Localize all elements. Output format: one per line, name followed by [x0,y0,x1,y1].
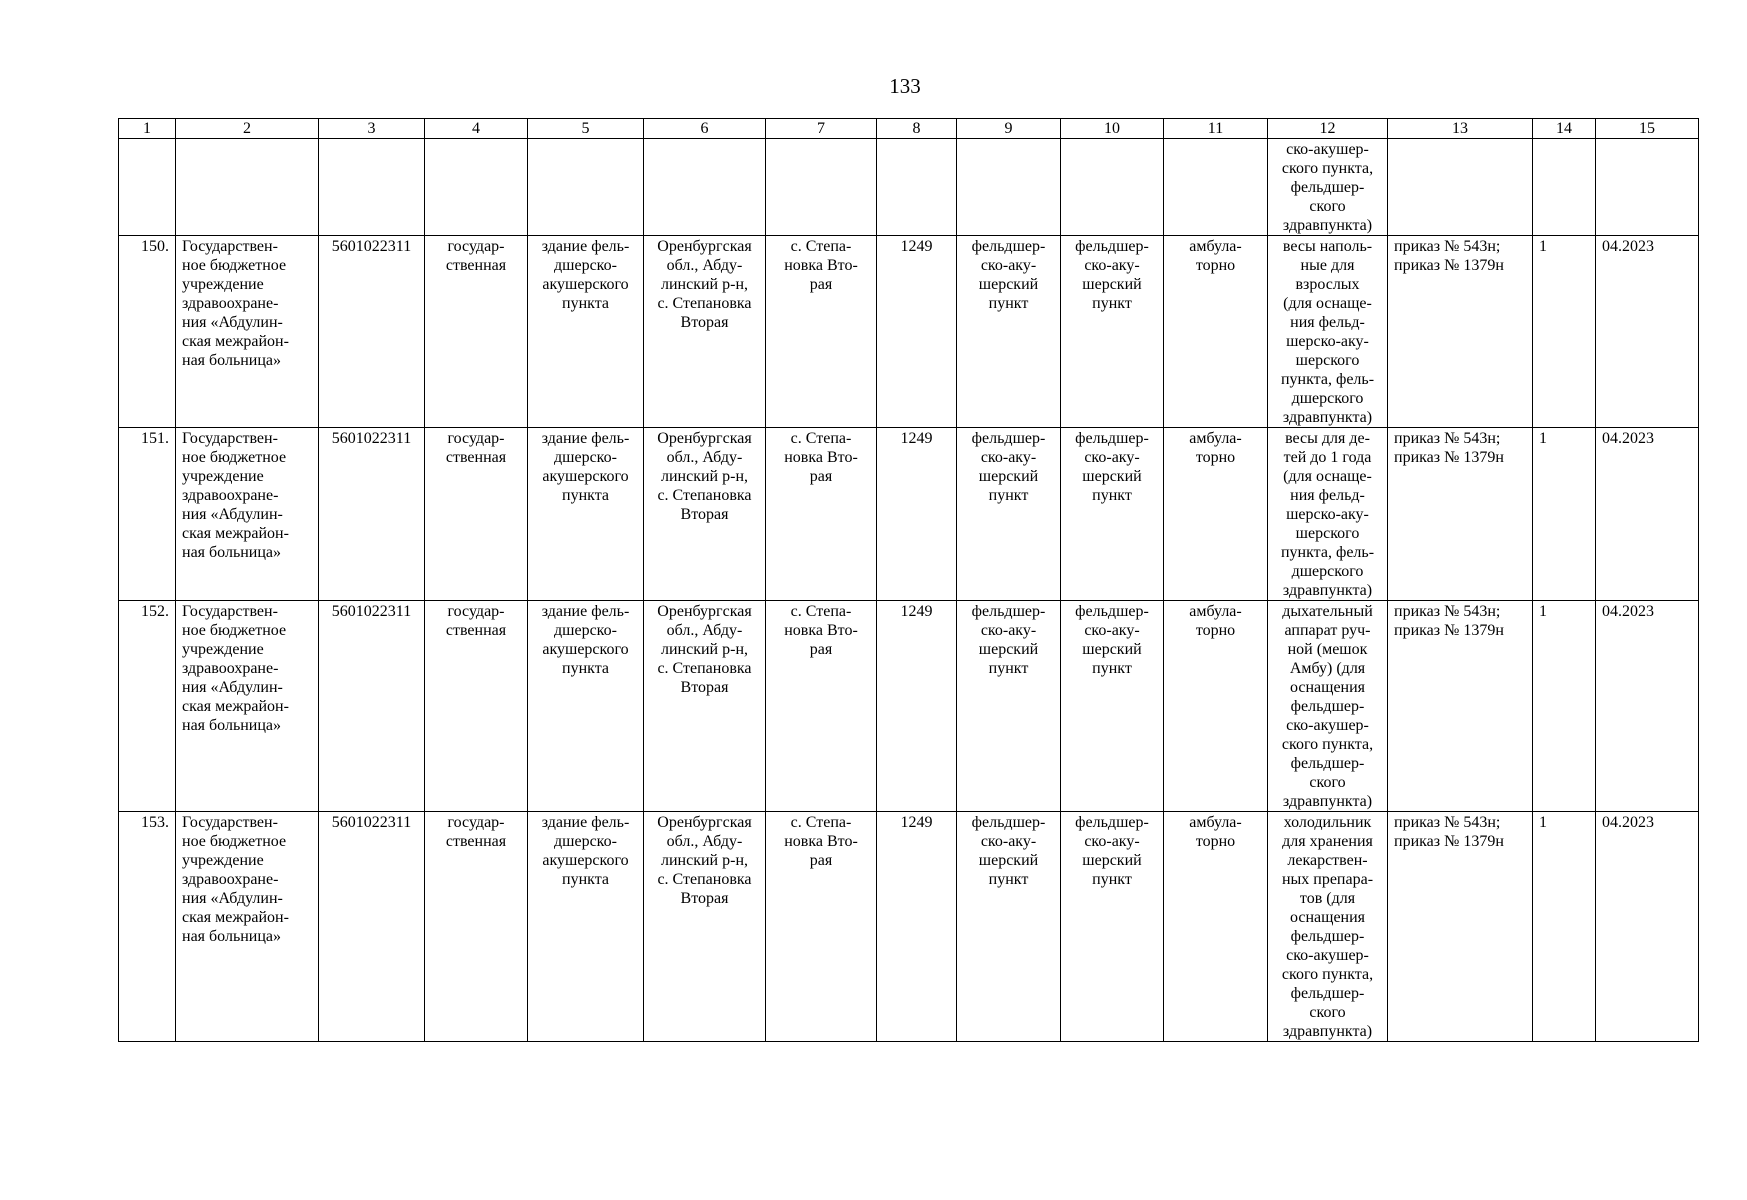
row-number-cell: 151. [119,428,176,601]
column-number-3: 3 [319,119,425,139]
organization-name-cell: Государствен- ное бюджетное учреждение здравоохране- ния «Абдулин- ская межрайон- ная больница» [176,601,319,812]
table-row [119,428,1699,601]
facility-type-cell: фельдшер- ско-аку- шерский пункт [957,428,1061,601]
subdivision-cell: фельдшер- ско-аку- шерский пункт [1061,428,1164,601]
care-condition-cell: амбула- торно [1164,236,1268,428]
care-condition-cell: амбула- торно [1164,601,1268,812]
building-cell: здание фель- дшерско- акушерского пункта [528,601,644,812]
population-cell: 1249 [877,812,957,1042]
order-reference-cell: приказ № 543н; приказ № 1379н [1388,601,1533,812]
order-reference-cell: приказ № 543н; приказ № 1379н [1388,812,1533,1042]
equipment-cell: весы для де- тей до 1 года (для оснаще- ния фельд- шерско-аку- шерского пункта, фель- дшерского здравпункта) [1268,428,1388,601]
column-number-8: 8 [877,119,957,139]
column-number-2: 2 [176,119,319,139]
ownership-form-cell: государ- ственная [425,236,528,428]
column-number-6: 6 [644,119,766,139]
column-number-10: 10 [1061,119,1164,139]
equipment-cell: дыхательный аппарат руч- ной (мешок Амбу) (для оснащения фельдшер- ско-акушер- ского пункта, фельдшер- ского здравпункта) [1268,601,1388,812]
column-number-9: 9 [957,119,1061,139]
inn-cell: 5601022311 [319,812,425,1042]
subdivision-cell: фельдшер- ско-аку- шерский пункт [1061,601,1164,812]
row-number-cell: 150. [119,236,176,428]
order-reference-cell: приказ № 543н; приказ № 1379н [1388,428,1533,601]
ownership-form-cell: государ- ственная [425,812,528,1042]
equipment-cell: весы наполь- ные для взрослых (для оснаще- ния фельд- шерско-аку- шерского пункта, фель- дшерского здравпункта) [1268,236,1388,428]
column-number-4: 4 [425,119,528,139]
quantity-cell: 1 [1533,428,1596,601]
population-cell: 1249 [877,236,957,428]
column-number-1: 1 [119,119,176,139]
continuation-row [119,139,1699,236]
column-number-row [119,119,1699,139]
equipment-cell: холодильник для хранения лекарствен- ных препара- тов (для оснащения фельдшер- ско-акушер- ского пункта, фельдшер- ского здравпункта) [1268,812,1388,1042]
table-row [119,601,1699,812]
row-number-cell: 152. [119,601,176,812]
facility-type-cell: фельдшер- ско-аку- шерский пункт [957,236,1061,428]
continuation-equipment-cell: ско-акушер- ского пункта, фельдшер- ского здравпункта) [1268,139,1388,236]
ownership-form-cell: государ- ственная [425,428,528,601]
order-reference-cell: приказ № 543н; приказ № 1379н [1388,236,1533,428]
facility-type-cell: фельдшер- ско-аку- шерский пункт [957,601,1061,812]
building-cell: здание фель- дшерско- акушерского пункта [528,428,644,601]
ownership-form-cell: государ- ственная [425,601,528,812]
inn-cell: 5601022311 [319,601,425,812]
address-cell: Оренбургская обл., Абду- линский р-н, с. Степановка Вторая [644,236,766,428]
facility-type-cell: фельдшер- ско-аку- шерский пункт [957,812,1061,1042]
population-cell: 1249 [877,428,957,601]
building-cell: здание фель- дшерско- акушерского пункта [528,812,644,1042]
organization-name-cell: Государствен- ное бюджетное учреждение здравоохране- ния «Абдулин- ская межрайон- ная больница» [176,428,319,601]
date-cell: 04.2023 [1596,428,1699,601]
subdivision-cell: фельдшер- ско-аку- шерский пункт [1061,812,1164,1042]
care-condition-cell: амбула- торно [1164,812,1268,1042]
subdivision-cell: фельдшер- ско-аку- шерский пункт [1061,236,1164,428]
address-cell: Оренбургская обл., Абду- линский р-н, с. Степановка Вторая [644,601,766,812]
population-cell: 1249 [877,601,957,812]
column-number-7: 7 [766,119,877,139]
column-number-15: 15 [1596,119,1699,139]
table-row [119,236,1699,428]
address-cell: Оренбургская обл., Абду- линский р-н, с. Степановка Вторая [644,428,766,601]
settlement-cell: с. Степа- новка Вто- рая [766,601,877,812]
row-number-cell: 153. [119,812,176,1042]
column-number-12: 12 [1268,119,1388,139]
organization-name-cell: Государствен- ное бюджетное учреждение здравоохране- ния «Абдулин- ская межрайон- ная больница» [176,236,319,428]
settlement-cell: с. Степа- новка Вто- рая [766,812,877,1042]
organization-name-cell: Государствен- ное бюджетное учреждение здравоохране- ния «Абдулин- ская межрайон- ная больница» [176,812,319,1042]
settlement-cell: с. Степа- новка Вто- рая [766,236,877,428]
quantity-cell: 1 [1533,812,1596,1042]
date-cell: 04.2023 [1596,236,1699,428]
settlement-cell: с. Степа- новка Вто- рая [766,428,877,601]
quantity-cell: 1 [1533,601,1596,812]
address-cell: Оренбургская обл., Абду- линский р-н, с. Степановка Вторая [644,812,766,1042]
quantity-cell: 1 [1533,236,1596,428]
care-condition-cell: амбула- торно [1164,428,1268,601]
page-number: 133 [889,74,921,98]
date-cell: 04.2023 [1596,812,1699,1042]
column-number-14: 14 [1533,119,1596,139]
table-row [119,812,1699,1042]
inn-cell: 5601022311 [319,428,425,601]
column-number-13: 13 [1388,119,1533,139]
column-number-11: 11 [1164,119,1268,139]
column-number-5: 5 [528,119,644,139]
date-cell: 04.2023 [1596,601,1699,812]
inn-cell: 5601022311 [319,236,425,428]
registry-table [118,118,1699,1042]
building-cell: здание фель- дшерско- акушерского пункта [528,236,644,428]
